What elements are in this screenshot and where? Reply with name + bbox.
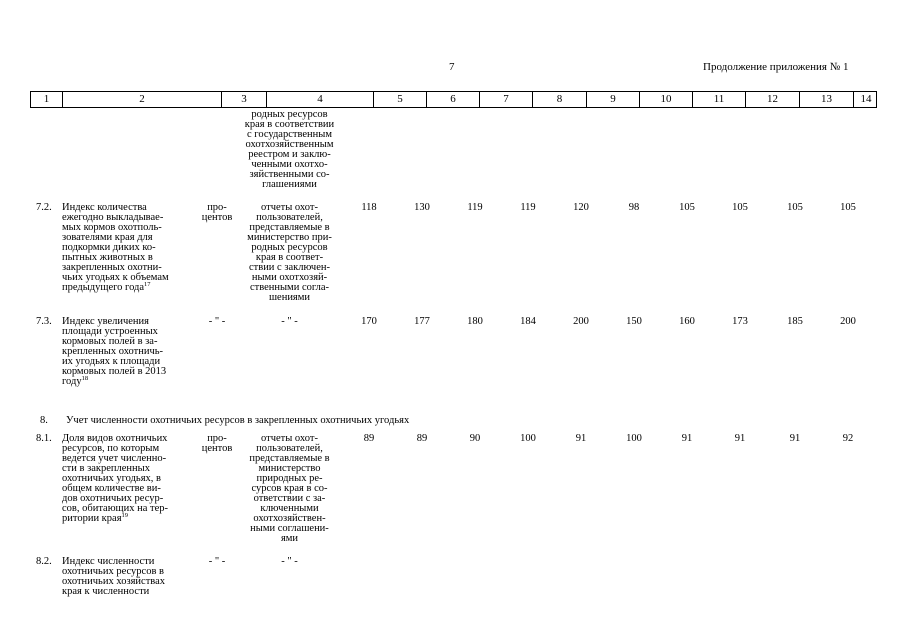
page-number: 7 xyxy=(449,61,455,73)
value-cell: 150 xyxy=(626,316,642,327)
column-header: 11 xyxy=(693,92,746,107)
column-header: 6 xyxy=(427,92,480,107)
value-cell: 100 xyxy=(520,433,536,444)
value-cell: 89 xyxy=(363,433,375,444)
value-cell: 185 xyxy=(787,316,803,327)
column-header: 10 xyxy=(640,92,693,107)
column-header: 14 xyxy=(860,93,872,105)
footnote-marker: 17 xyxy=(144,281,151,288)
value-cell: 184 xyxy=(520,316,536,327)
value-cell: 119 xyxy=(520,202,536,213)
unit: - " - xyxy=(208,316,226,327)
value-cell: 91 xyxy=(681,433,693,444)
value-cell: 130 xyxy=(414,202,430,213)
value-cell: 118 xyxy=(361,202,377,213)
footnote-marker: 19 xyxy=(121,512,129,519)
value-cell: 105 xyxy=(679,202,695,213)
row-number: 8.2. xyxy=(36,556,52,567)
value-cell: 170 xyxy=(361,316,377,327)
value-cell: 105 xyxy=(840,202,856,213)
value-cell: 91 xyxy=(789,433,801,444)
value-cell: 160 xyxy=(679,316,695,327)
value-cell: 90 xyxy=(469,433,481,444)
section-number: 8. xyxy=(40,415,48,426)
row-number: 7.2. xyxy=(36,202,52,213)
carry-over-source-text: родных ресурсов края в соответствии с государственным охотхозяйственным реестром и заклю- ченными охотхо- зяйственными со- глашениями xyxy=(244,109,335,190)
column-header: 9 xyxy=(587,92,640,107)
row-number: 7.3. xyxy=(36,316,52,327)
value-cell: 177 xyxy=(414,316,430,327)
value-cell: 105 xyxy=(732,202,748,213)
column-header: 2 xyxy=(63,92,222,107)
column-header: 5 xyxy=(374,92,427,107)
value-cell: 120 xyxy=(573,202,589,213)
value-cell: 98 xyxy=(628,202,640,213)
unit: про- центов xyxy=(201,202,233,223)
column-header: 3 xyxy=(222,92,267,107)
row-number: 8.1. xyxy=(36,433,52,444)
value-cell: 91 xyxy=(734,433,746,444)
value-cell: 173 xyxy=(732,316,748,327)
unit: - " - xyxy=(208,556,226,567)
indicator-name: Доля видов охотничьих ресурсов, по которым ведется учет численно- сти в закрепленных охотничьих угодьях, в общем количестве ви- дов охотничьих ресур- сов, обитающих на тер- ритории края$^{19}$ xyxy=(62,433,169,524)
value-cell: 200 xyxy=(573,316,589,327)
indicator-name: Индекс количества ежегодно выкладывае- мых кормов охотполь- зователями края для подкормки диких ко- пытных животных в закрепленных охотни- чьих угодьях к объемам предыдущего года$^{17}$ xyxy=(62,202,169,293)
data-source: - " - xyxy=(281,316,298,327)
column-header: 7 xyxy=(480,92,533,107)
value-cell: 91 xyxy=(575,433,587,444)
column-header: 13 xyxy=(800,92,854,107)
value-cell: 92 xyxy=(842,433,854,444)
section-title: Учет численности охотничьих ресурсов в закрепленных охотничьих угодьях xyxy=(66,415,410,426)
value-cell: 100 xyxy=(626,433,642,444)
indicator-name: Индекс численности охотничьих ресурсов в охотничьих хозяйствах края к численности xyxy=(62,556,166,597)
column-header: 4 xyxy=(267,92,374,107)
value-cell: 89 xyxy=(416,433,428,444)
value-cell: 180 xyxy=(467,316,483,327)
unit: про- центов xyxy=(201,433,233,454)
appendix-continuation-label: Продолжение приложения № 1 xyxy=(703,61,849,73)
value-cell: 200 xyxy=(840,316,856,327)
value-cell: 119 xyxy=(467,202,483,213)
indicator-name: Индекс увеличения площади устроенных кормовых полей в за- крепленных охотничь- их угодьях к площади кормовых полей в 2013 году$^{18}$ xyxy=(62,316,167,387)
data-source: отчеты охот- пользователей, представляемые в министерство при- родных ресурсов края в соответ- ствии с заключен- ными охотхозяй- ственными согла- шениями xyxy=(247,202,332,303)
value-cell: 105 xyxy=(787,202,803,213)
data-source: - " - xyxy=(281,556,298,567)
data-source: отчеты охот- пользователей, представляемые в министерство природных ре- сурсов края в со- ответствии с за- ключенными охотхозяйствен- ными соглашени- ями xyxy=(249,433,330,544)
column-header: 12 xyxy=(746,92,800,107)
footnote-marker: 18 xyxy=(81,375,89,382)
column-header: 1 xyxy=(31,92,63,107)
column-header: 8 xyxy=(533,92,587,107)
table-header-row xyxy=(30,91,877,108)
